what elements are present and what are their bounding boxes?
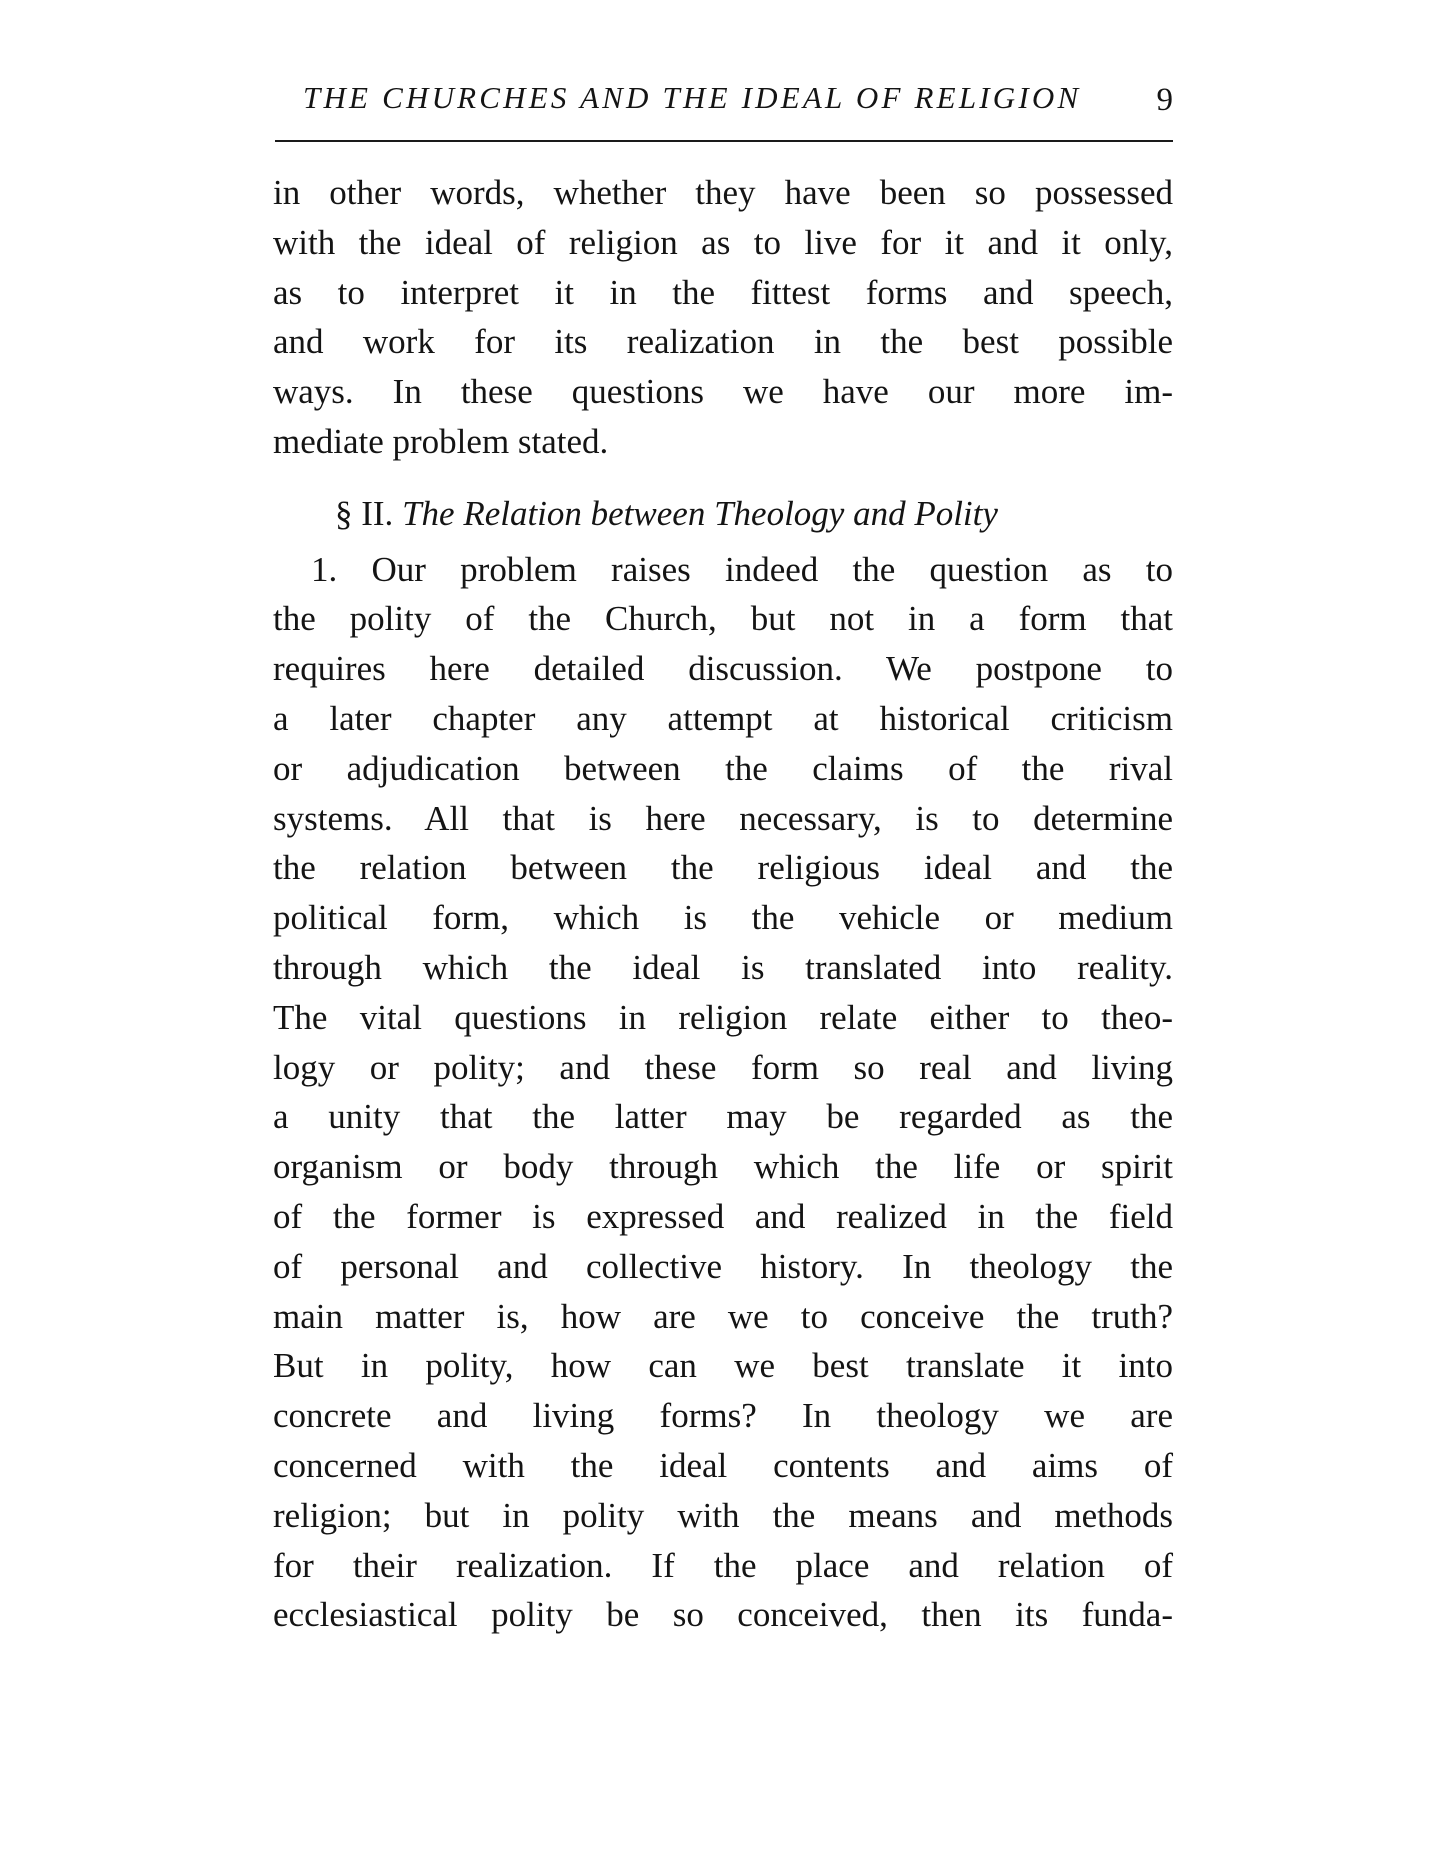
text-line: But in polity, how can we best translate it into: [273, 1346, 1173, 1386]
text-line: main matter is, how are we to conceive the truth?: [273, 1296, 1173, 1336]
text-line: through which the ideal is translated into reality.: [273, 947, 1173, 987]
header-rule: [275, 140, 1173, 142]
paragraph-2: [273, 545, 1173, 1641]
text-line: religion; but in polity with the means and methods: [273, 1495, 1173, 1535]
text-line: with the ideal of religion as to live for it and it only,: [273, 222, 1173, 262]
text-line: systems. All that is here necessary, is to determine: [273, 798, 1173, 838]
text-line: concrete and living forms? In theology we are: [273, 1396, 1173, 1436]
text-line: or adjudication between the claims of the rival: [273, 748, 1173, 788]
page-number: 9: [1156, 82, 1173, 118]
text-line: of the former is expressed and realized in the field: [273, 1196, 1173, 1236]
text-line: and work for its realization in the best possible: [273, 322, 1173, 362]
section-mark: § II.: [335, 493, 394, 533]
section-heading: [273, 489, 1173, 539]
paragraph-1: [273, 168, 1173, 467]
text-line: mediate problem stated.: [273, 421, 609, 461]
text-line: in other words, whether they have been so possessed: [273, 173, 1173, 212]
text-line: political form, which is the vehicle or medium: [273, 898, 1173, 938]
text-line: the relation between the religious ideal and the: [273, 848, 1173, 888]
paragraph-numeral: 1.: [311, 549, 338, 589]
text-line: organism or body through which the life or spirit: [273, 1147, 1173, 1187]
text-line: logy or polity; and these form so real and living: [273, 1047, 1173, 1087]
text-line: as to interpret it in the fittest forms and speech,: [273, 272, 1173, 312]
running-title: THE CHURCHES AND THE IDEAL OF RELIGION: [303, 80, 1082, 115]
text-line: of personal and collective history. In theology the: [273, 1246, 1173, 1286]
paragraph-first-line: [273, 545, 1173, 595]
text-line: ways. In these questions we have our more im-: [273, 372, 1173, 412]
text-line: a unity that the latter may be regarded as the: [273, 1097, 1173, 1137]
section-title: The Relation between Theology and Polity: [402, 493, 998, 533]
text-line: The vital questions in religion relate either to theo-: [273, 997, 1173, 1037]
text-line: concerned with the ideal contents and aims of: [273, 1445, 1173, 1485]
body-text: [273, 168, 1173, 1640]
running-head: [275, 76, 1173, 128]
text-line: for their realization. If the place and relation of: [273, 1545, 1173, 1585]
text-line: the polity of the Church, but not in a form that: [273, 599, 1173, 639]
text-line: requires here detailed discussion. We postpone to: [273, 649, 1173, 689]
text-line: a later chapter any attempt at historical criticism: [273, 698, 1173, 738]
text-line: ecclesiastical polity be so conceived, then its funda-: [273, 1595, 1173, 1635]
text-line-content: Our problem raises indeed the question as to: [371, 549, 1174, 589]
